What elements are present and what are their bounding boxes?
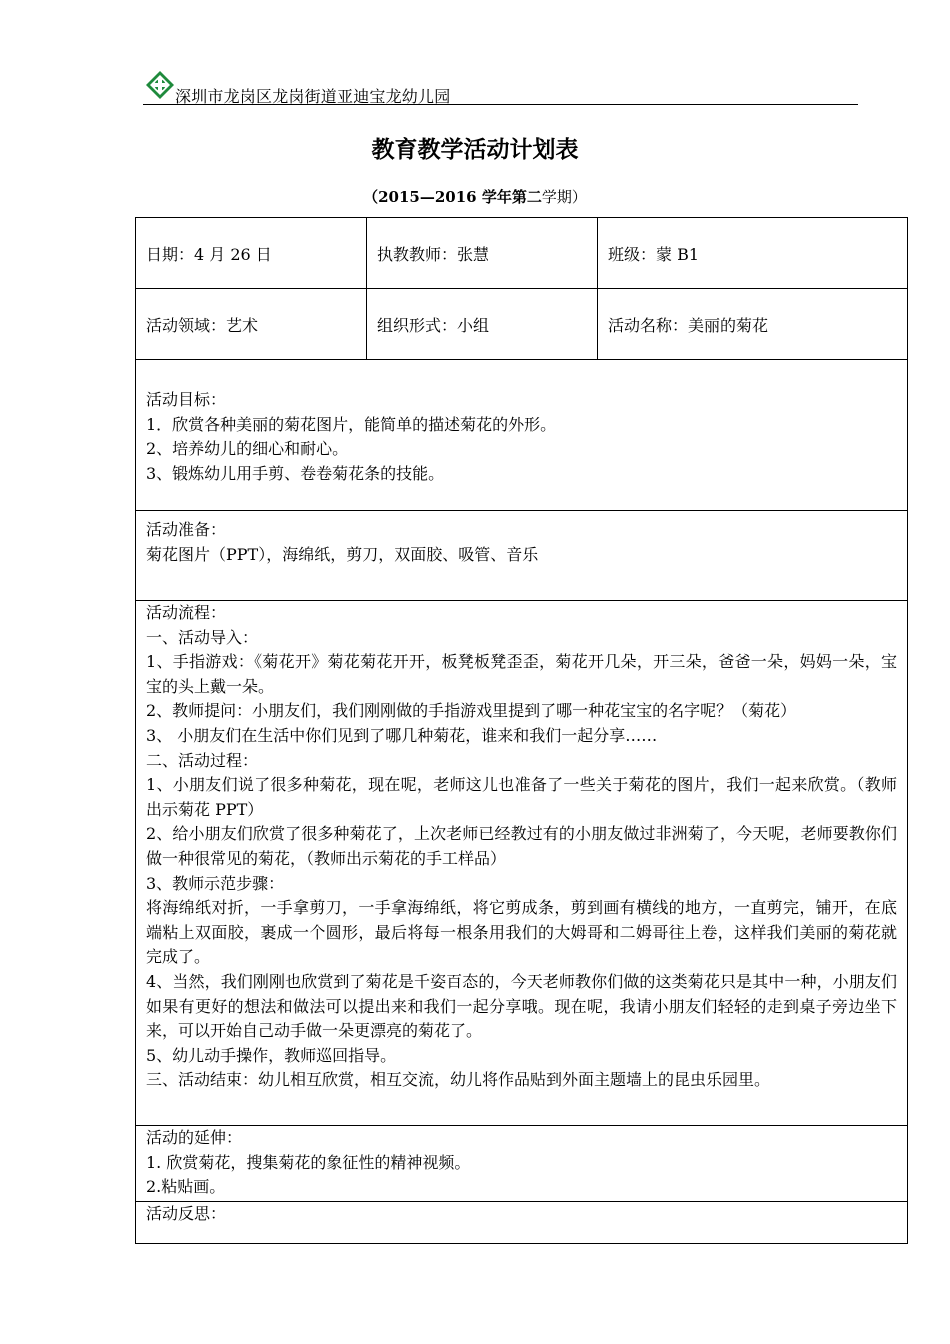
semester-subtitle — [0, 186, 950, 207]
goal-item: 3、锻炼幼儿用手剪、卷卷菊花条的技能。 — [146, 463, 445, 483]
goal-item: 2、培养幼儿的细心和耐心。 — [146, 439, 349, 459]
process-label: 活动流程： — [146, 603, 227, 622]
reflection-row — [136, 1202, 908, 1244]
process-row — [136, 601, 908, 1126]
info-row-2 — [136, 289, 908, 360]
reflection-label: 活动反思： — [146, 1204, 227, 1223]
preparation-cell — [136, 511, 908, 601]
process-section-heading: 一、活动导入： — [146, 627, 259, 647]
extension-item: 1. 欣赏菊花，搜集菊花的象征性的精神视频。 — [146, 1152, 471, 1172]
semester-years: （2015—2016 学年第二 — [363, 188, 542, 206]
page-header — [143, 70, 858, 105]
extension-label: 活动的延伸： — [146, 1128, 243, 1147]
extension-cell — [136, 1126, 908, 1202]
process-section-heading: 三、活动结束：幼儿相互欣赏，相互交流，幼儿将作品贴到外面主题墙上的昆虫乐园里。 — [146, 1070, 771, 1090]
goals-label: 活动目标： — [146, 390, 227, 409]
process-step: 2、给小朋友们欣赏了很多种菊花了，上次老师已经教过有的小朋友做过非洲菊了，今天呢，老师要教你们做一种很常见的菊花，（教师出示菊花的手工样品） — [146, 824, 897, 868]
class-cell: 班级：蒙 B1 — [598, 218, 908, 289]
page-title: 教育教学活动计划表 — [371, 136, 579, 163]
extension-row — [136, 1126, 908, 1202]
process-step: 3、教师示范步骤： — [146, 873, 285, 893]
activity-plan-table — [135, 217, 908, 1244]
preparation-label: 活动准备： — [146, 520, 227, 539]
form-cell: 组织形式：小组 — [367, 289, 598, 360]
process-step: 将海绵纸对折，一手拿剪刀，一手拿海绵纸，将它剪成条，剪到画有横线的地方，一直剪完，铺开，在底端粘上双面胶，裹成一个圆形，最后将每一根条用我们的大姆哥和二姆哥往上卷，这样我们美丽的菊花就完成了。 — [146, 898, 897, 967]
process-step: 4、当然，我们刚刚也欣赏到了菊花是千姿百态的，今天老师教你们做的这类菊花只是其中一种，小朋友们如果有更好的想法和做法可以提出来和我们一起分享哦。现在呢，我请小朋友们轻轻的走到桌子旁边坐下来，可以开始自己动手做一朵更漂亮的菊花了。 — [146, 971, 897, 1041]
goal-item: 1．欣赏各种美丽的菊花图片，能简单的描述菊花的外形。 — [146, 414, 557, 434]
process-step: 1、小朋友们说了很多种菊花，现在呢，老师这儿也准备了一些关于菊花的图片，我们一起来欣赏。（教师出示菊花 PPT） — [146, 775, 897, 819]
extension-item: 2.粘贴画。 — [146, 1177, 226, 1197]
school-logo-icon — [145, 70, 175, 100]
preparation-text: 菊花图片（PPT），海绵纸，剪刀，双面胶、吸管、音乐 — [146, 544, 539, 564]
goals-cell — [136, 360, 908, 511]
teacher-cell: 执教教师：张慧 — [367, 218, 598, 289]
process-step: 1、手指游戏：《菊花开》菊花菊花开开，板凳板凳歪歪，菊花开几朵，开三朵，爸爸一朵，妈妈一朵，宝宝的头上戴一朵。 — [146, 652, 897, 696]
reflection-cell — [136, 1202, 908, 1244]
process-section-heading: 二、活动过程： — [146, 750, 259, 770]
goals-row — [136, 360, 908, 511]
process-step: 5、幼儿动手操作，教师巡回指导。 — [146, 1045, 397, 1065]
process-step: 2、教师提问：小朋友们，我们刚刚做的手指游戏里提到了哪一种花宝宝的名字呢？（菊花） — [146, 701, 797, 721]
activity-name-cell: 活动名称：美丽的菊花 — [598, 289, 908, 360]
process-step: 3、 小朋友们在生活中你们见到了哪几种菊花，谁来和我们一起分享…… — [146, 725, 658, 745]
process-cell — [136, 601, 908, 1126]
school-name: 深圳市龙岗区龙岗街道亚迪宝龙幼儿园 — [175, 87, 451, 106]
date-cell: 日期：4 月 26 日 — [136, 218, 367, 289]
info-row-1 — [136, 218, 908, 289]
semester-suffix: 学期） — [541, 188, 587, 206]
preparation-row — [136, 511, 908, 601]
domain-cell: 活动领域：艺术 — [136, 289, 367, 360]
